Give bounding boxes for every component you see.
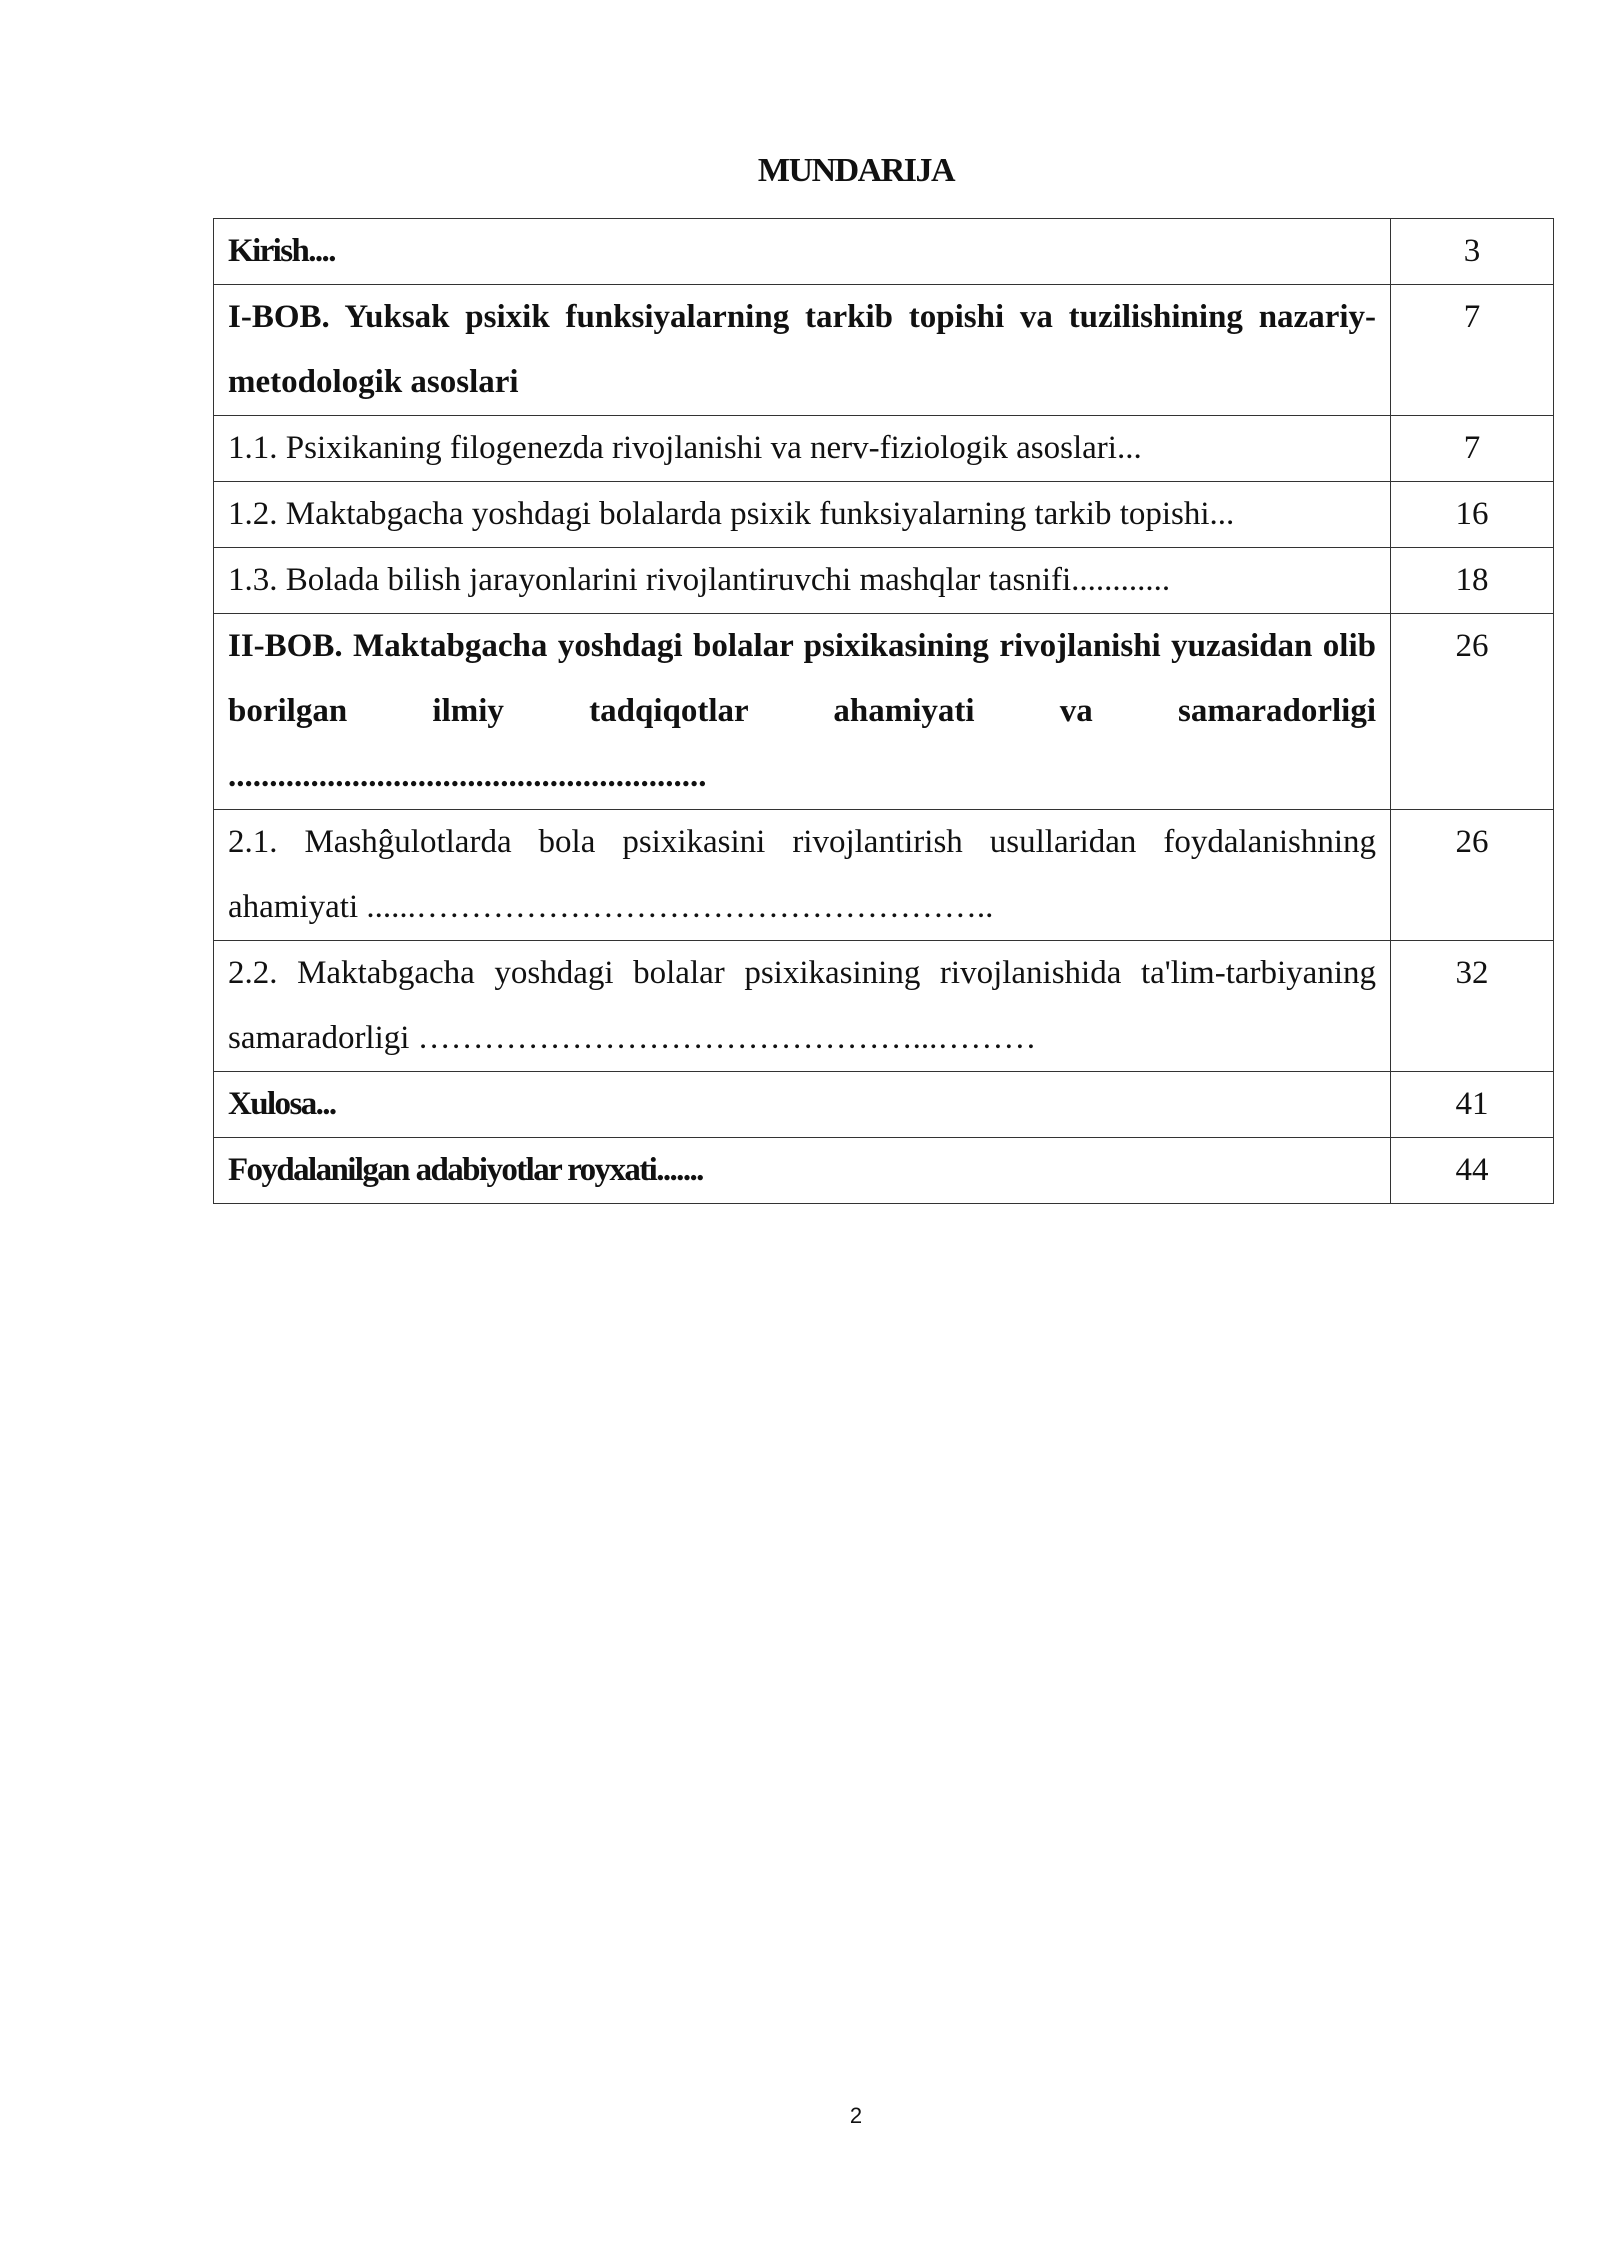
toc-entry-page: 26: [1391, 614, 1554, 810]
toc-entry-page: 41: [1391, 1072, 1554, 1138]
table-of-contents: [213, 218, 1554, 1204]
toc-entry-title: Foydalanilgan adabiyotlar royxati.......: [214, 1138, 1391, 1204]
toc-entry-page: 7: [1391, 416, 1554, 482]
toc-entry-title: 1.3. Bolada bilish jarayonlarini rivojlantiruvchi mashqlar tasnifi............: [214, 548, 1391, 614]
toc-row: [214, 416, 1554, 482]
toc-entry-page: 44: [1391, 1138, 1554, 1204]
toc-row: [214, 941, 1554, 1072]
toc-entry-page: 26: [1391, 810, 1554, 941]
toc-entry-page: 32: [1391, 941, 1554, 1072]
toc-row: [214, 614, 1554, 810]
toc-entry-title: 1.2. Maktabgacha yoshdagi bolalarda psixik funksiyalarning tarkib topishi...: [214, 482, 1391, 548]
toc-entry-title: 2.1. Mashĝulotlarda bola psixikasini rivojlantirish usullaridan foydalanishning ahamiyati ......……………………………………………..: [214, 810, 1391, 941]
toc-entry-title: I-BOB. Yuksak psixik funksiyalarning tarkib topishi va tuzilishining nazariy-metodologik asoslari: [214, 285, 1391, 416]
toc-entry-page: 16: [1391, 482, 1554, 548]
toc-row: [214, 1138, 1554, 1204]
toc-row: [214, 285, 1554, 416]
toc-row: [214, 219, 1554, 285]
toc-entry-page: 18: [1391, 548, 1554, 614]
document-title: MUNDARIJA: [757, 152, 955, 189]
toc-row: [214, 810, 1554, 941]
toc-row: [214, 1072, 1554, 1138]
toc-entry-title: II-BOB. Maktabgacha yoshdagi bolalar psixikasining rivojlanishi yuzasidan olib borilgan ilmiy tadqiqotlar ahamiyati va samaradorligi ..........................................................: [214, 614, 1391, 810]
toc-entry-title: Kirish....: [214, 219, 1391, 285]
toc-entry-title: Xulosa...: [214, 1072, 1391, 1138]
toc-row: [214, 482, 1554, 548]
page-number: 2: [849, 2103, 863, 2128]
toc-entry-page: 7: [1391, 285, 1554, 416]
toc-entry-title: 2.2. Maktabgacha yoshdagi bolalar psixikasining rivojlanishida ta'lim-tarbiyaning samaradorligi ………………………………………...………: [214, 941, 1391, 1072]
toc-row: [214, 548, 1554, 614]
toc-entry-title: 1.1. Psixikaning filogenezda rivojlanishi va nerv-fiziologik asoslari...: [214, 416, 1391, 482]
toc-entry-page: 3: [1391, 219, 1554, 285]
